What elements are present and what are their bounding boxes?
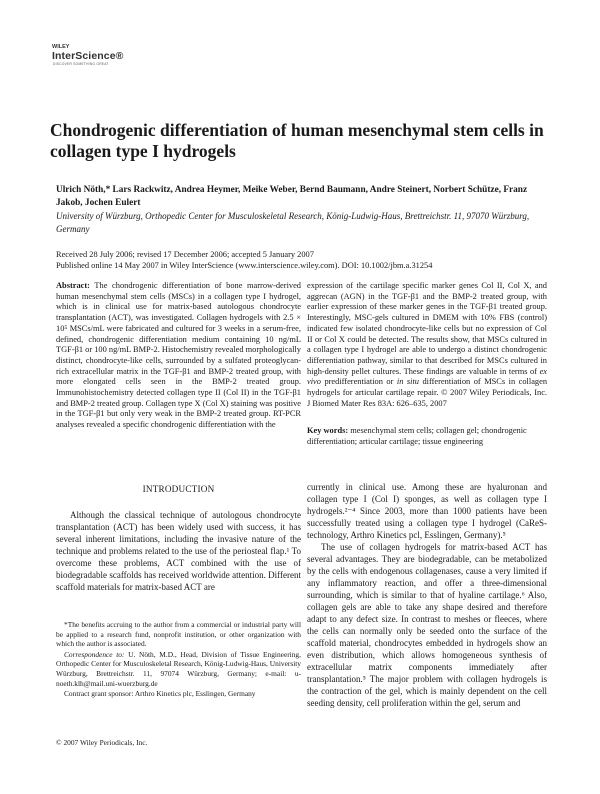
abstract-left [56,281,301,431]
keywords-label: Key words: [307,426,349,435]
abstract-text-right-2: predifferentiation or [324,377,394,387]
affiliation: University of Würzburg, Orthopedic Center for Musculoskeletal Research, König-Ludwig-Haus, Brettreichstr. 11, 97070 Würzburg, Germany [56,211,530,234]
logo-wordmark: InterScience® [52,50,124,62]
intro-column-left [56,509,301,593]
abstract-text-right-3: differentiation of MSCs in collagen hydrogels for articular cartilage repair. © 2007 Wiley Periodicals, Inc. J Biomed Mater Res 83A: 626–635, 2007 [307,377,548,408]
received-dates: Received 28 July 2006; revised 17 December 2006; accepted 5 January 2007 [56,250,314,259]
publication-history [56,249,556,271]
intro-paragraph-continued: currently in clinical use. Among these are hyaluronan and collagen type I (Col I) sponges, as well as collagen type I hydrogels.²⁻⁴ Since 2003, more than 1000 patients have been successfully treated using a collagen type I hydrogel (CaReS-technology, Arthro Kinetics pcl, Esslingen, Germany).⁵ [307,482,547,540]
footnote-grant: Contract grant sponsor: Arthro Kinetics plc, Esslingen, Germany [64,689,256,699]
abstract-text-left: The chondrogenic differentiation of bone marrow-derived human mesenchymal stem cells (MSCs) in a collagen type I hydrogel, which is in clinical use for matrix-based autologous chondrocyte transplantation (ACT), was investigated. Collagen hydrogels with 2.5 × 10⁵ MSCs/mL were fabricated and cultured for 3 weeks in a serum-free, defined, chondrogenic differentiation medium containing 10 ng/mL TGF-β1 or 100 ng/mL BMP-2. Histochemistry revealed morphologically distinct, chondrocyte-like cells, surrounded by a sulfated proteoglycan-rich extracellular matrix in the TGF-β1 and BMP-2 treated group, with more elongated cells seen in the BMP-2 treated group. Immunohistochemistry detected collagen type II (Col II) in the TGF-β1 and BMP-2 treated group. Collagen type X (Col X) staining was positive in the TGF-β1 but only very weak in the BMP-2 treated group. RT-PCR analyses revealed a specific chondrogenic differentiation with the [56,281,301,430]
abstract-text-right-1: expression of the cartilage specific marker genes Col II, Col X, and aggrecan (AGN) in the TGF-β1 and the BMP-2 treated group, with earlier expression of these marker genes in the TGF-β1 treated group. Interestingly, MSC-gels cultured in DMEM with 10% FBS (control) indicated few isolated chondrocyte-like cells but no expression of Col II or Col X could be detected. The results show, that MSCs cultured in a collagen type I hydrogel are able to undergo a distinct chondrogenic differentiation pathway, similar to that described for MSCs cultured in high-density pellet cultures. These findings are valuable in terms of [307,281,547,376]
logo-mark: WILEY [52,44,70,50]
introduction-heading: INTRODUCTION [142,484,215,494]
author-list: Ulrich Nöth,* Lars Rackwitz, Andrea Heymer, Meike Weber, Bernd Baumann, Andre Steinert, Norbert Schütze, Franz Jakob, Jochen Eulert [56,185,528,208]
published-online: Published online 14 May 2007 in Wiley InterScience (www.interscience.wiley.com). DOI: 10.1002/jbm.a.31254 [56,261,433,270]
correspondence-text: U. Nöth, M.D., Head, Division of Tissue Engineering, Orthopedic Center for Musculoskeletal Research, König-Ludwig-Haus, University Würzburg, Brettreichstr. 11, 97074 Würzburg, Germany; e-mail: u-noeth.klh@mail.uni-wuerzburg.de [56,649,301,688]
article-title: Chondrogenic differentiation of human mesenchymal stem cells in collagen type I hydrogels [50,120,544,161]
abstract-italic-ex-vivo: ex vivo [307,366,548,387]
footnote-benefits: *The benefits accruing to the author from a commercial or industrial party will be applied to a research fund, nonprofit institution, or other organization with which the author is associated. [56,620,301,649]
intro-column-right [307,481,547,709]
footnotes [56,620,301,700]
footnote-correspondence [56,650,301,688]
abstract-label: Abstract: [56,281,90,290]
copyright: © 2007 Wiley Periodicals, Inc. [56,738,148,747]
abstract-italic-in-situ: in situ [396,377,419,387]
keywords-text: mesenchymal stem cells; collagen gel; chondrogenic differentiation; articular cartilage; tissue engineering [307,426,527,446]
correspondence-label: Correspondence to: [64,649,125,659]
intro-paragraph-1: Although the classical technique of autologous chondrocyte transplantation (ACT) has been widely used with success, it has several inherent limitations, including the invasive nature of the technique and problems related to the use of the periosteal flap.¹ To overcome these problems, ACT combined with the use of biodegradable scaffolds has received worldwide attention. Different scaffold materials for matrix-based ACT are [56,510,301,592]
abstract-right [307,281,547,409]
keywords [307,426,547,447]
wiley-interscience-logo [52,42,162,66]
intro-paragraph-2: The use of collagen hydrogels for matrix-based ACT has several advantages. They are biodegradable, can be metabolized by the cells with endogenous collagenases, cause a very limited if any inflammatory reaction, and offer a three-dimensional surrounding, which is similar to that of hyaline cartilage.⁶ Also, collagen gels are able to take any shape desired and therefore adapt to any defect size. In contrast to meshes or fleeces, where the cells can normally only be seeded onto the surface of the scaffold material, chondrocytes embedded in hydrogels show an even distribution, which allows homogeneous synthesis of extracellular matrix components immediately after transplantation.⁵ The major problem with collagen hydrogels is the contraction of the gel, which is mainly dependent on the cell seeding density, cell proliferation within the gel, serum and [307,542,547,708]
logo-tagline: DISCOVER SOMETHING GREAT [53,62,109,66]
